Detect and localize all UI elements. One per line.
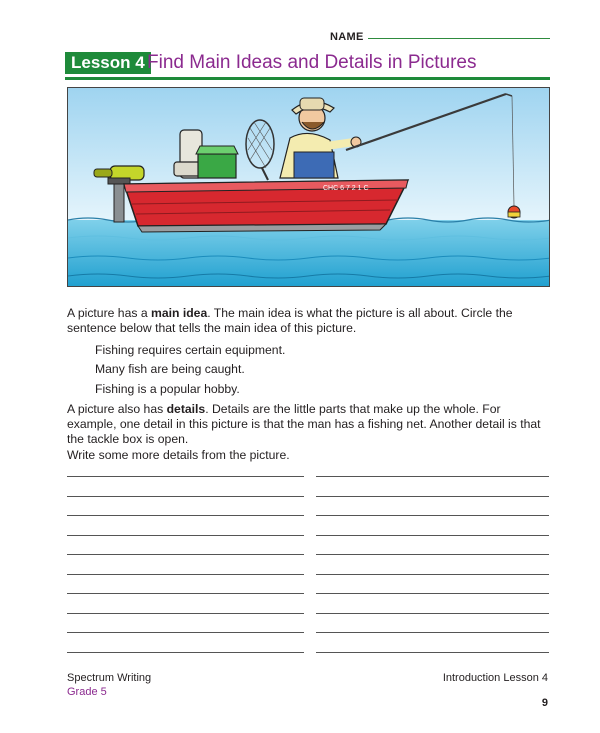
footer-section: Introduction Lesson 4	[442, 672, 548, 684]
name-line	[368, 38, 550, 39]
p1-bold-term: main idea	[151, 306, 208, 320]
answer-line-right[interactable]	[316, 593, 549, 594]
name-field[interactable]	[330, 27, 550, 41]
boat-registration: CHC 6 7 2 1 C	[323, 185, 369, 192]
answer-line-right[interactable]	[316, 535, 549, 536]
option-1[interactable]: Fishing requires certain equipment.	[95, 343, 286, 357]
answer-line-right[interactable]	[316, 652, 549, 653]
p2-bold-term: details	[166, 402, 206, 416]
answer-line-left[interactable]	[67, 476, 304, 477]
answer-line-left[interactable]	[67, 515, 304, 516]
answer-line-right[interactable]	[316, 613, 549, 614]
answer-line-left[interactable]	[67, 574, 304, 575]
fishing-boat-image	[68, 88, 550, 287]
header-rule	[65, 77, 550, 80]
footer-grade: Grade 5	[67, 686, 107, 698]
footer-book: Spectrum Writing	[67, 672, 152, 684]
answer-line-right[interactable]	[316, 632, 549, 633]
answer-line-right[interactable]	[316, 515, 549, 516]
option-2[interactable]: Many fish are being caught.	[95, 362, 245, 376]
p2-after: . Details are the little parts that make up the whole. For example, one detail in this picture is that the man has a fishing net. Another detail is that the tackle box is open.	[67, 402, 541, 446]
fishing-illustration	[67, 87, 550, 287]
answer-line-left[interactable]	[67, 632, 304, 633]
answer-line-left[interactable]	[67, 613, 304, 614]
name-label: NAME	[330, 31, 364, 43]
answer-line-left[interactable]	[67, 554, 304, 555]
write-prompt: Write some more details from the picture.	[67, 448, 290, 462]
tackle-box	[196, 146, 238, 178]
p2-before: A picture also has	[67, 402, 167, 416]
page-number: 9	[541, 697, 548, 709]
p1-after: . The main idea is what the picture is all about. Circle the sentence below that tells the main idea of this picture.	[67, 306, 513, 335]
answer-line-left[interactable]	[67, 535, 304, 536]
answer-line-right[interactable]	[316, 496, 549, 497]
lesson-header	[65, 51, 550, 77]
answer-line-left[interactable]	[67, 496, 304, 497]
main-idea-paragraph	[67, 306, 552, 336]
lesson-title: Find Main Ideas and Details in Pictures	[147, 52, 477, 73]
answer-line-left[interactable]	[67, 593, 304, 594]
answer-line-right[interactable]	[316, 476, 549, 477]
option-3[interactable]: Fishing is a popular hobby.	[95, 382, 240, 396]
p1-before: A picture has a	[67, 306, 152, 320]
red-boat	[124, 180, 408, 232]
answer-line-right[interactable]	[316, 574, 549, 575]
details-paragraph	[67, 402, 552, 447]
lesson-tag: Lesson 4	[65, 52, 151, 74]
answer-line-left[interactable]	[67, 652, 304, 653]
answer-line-right[interactable]	[316, 554, 549, 555]
